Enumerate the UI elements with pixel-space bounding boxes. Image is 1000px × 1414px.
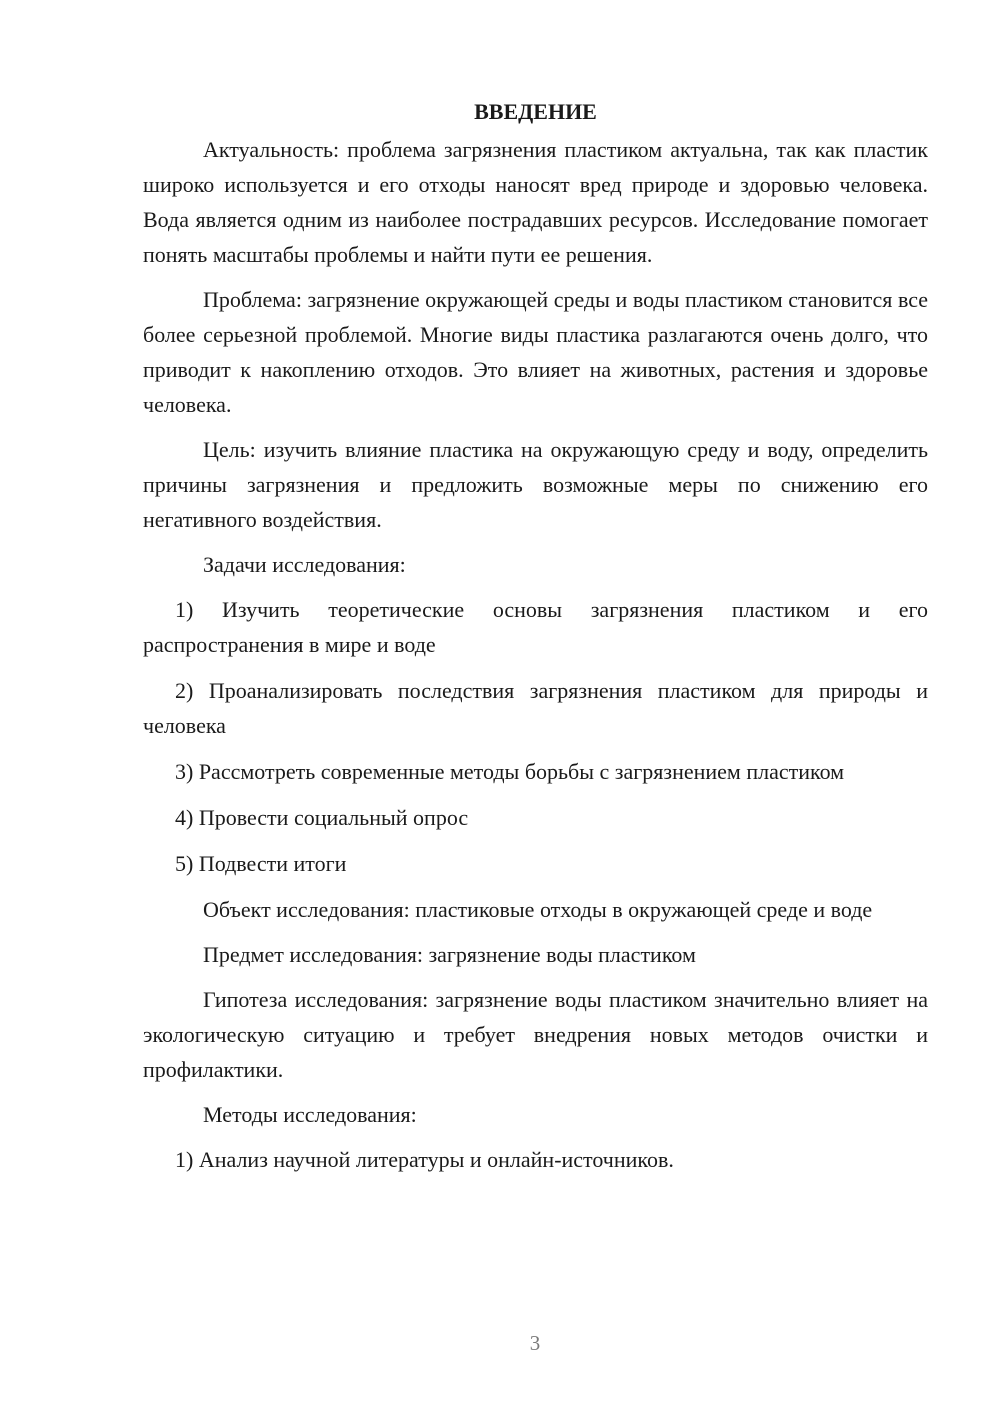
methods-title: Методы исследования: xyxy=(203,1102,417,1127)
method-item-1: 1) Анализ научной литературы и онлайн-источников. xyxy=(175,1147,674,1172)
page-content xyxy=(143,95,928,1188)
object-paragraph: Объект исследования: пластиковые отходы в окружающей среде и воде xyxy=(203,897,873,922)
task-item-2: 2) Проанализировать последствия загрязнения пластиком для природы и человека xyxy=(143,678,928,738)
hypothesis-paragraph: Гипотеза исследования: загрязнение воды пластиком значительно влияет на экологическую ситуацию и требует внедрения новых методов очистки и профилактики. xyxy=(143,987,928,1082)
subject-paragraph: Предмет исследования: загрязнение воды пластиком xyxy=(203,942,696,967)
task-item-5: 5) Подвести итоги xyxy=(175,851,347,876)
section-heading: ВВЕДЕНИЕ xyxy=(474,99,597,124)
page-number: 3 xyxy=(529,1331,541,1355)
task-item-3: 3) Рассмотреть современные методы борьбы с загрязнением пластиком xyxy=(175,759,845,784)
problem-paragraph: Проблема: загрязнение окружающей среды и воды пластиком становится все более серьезной проблемой. Многие виды пластика разлагаются очень долго, что приводит к накоплению отходов. Это влияет на животных, растения и здоровье человека. xyxy=(143,287,928,417)
relevance-paragraph: Актуальность: проблема загрязнения пластиком актуальна, так как пластик широко используется и его отходы наносят вред природе и здоровью человека. Вода является одним из наиболее пострадавших ресурсов. Исследование помогает понять масштабы проблемы и найти пути ее решения. xyxy=(143,137,928,267)
task-item-1: 1) Изучить теоретические основы загрязнения пластиком и его распространения в мире и воде xyxy=(143,597,928,657)
goal-paragraph: Цель: изучить влияние пластика на окружающую среду и воду, определить причины загрязнения и предложить возможные меры по снижению его негативного воздействия. xyxy=(143,437,928,532)
tasks-title: Задачи исследования: xyxy=(203,552,406,577)
task-item-4: 4) Провести социальный опрос xyxy=(175,805,469,830)
